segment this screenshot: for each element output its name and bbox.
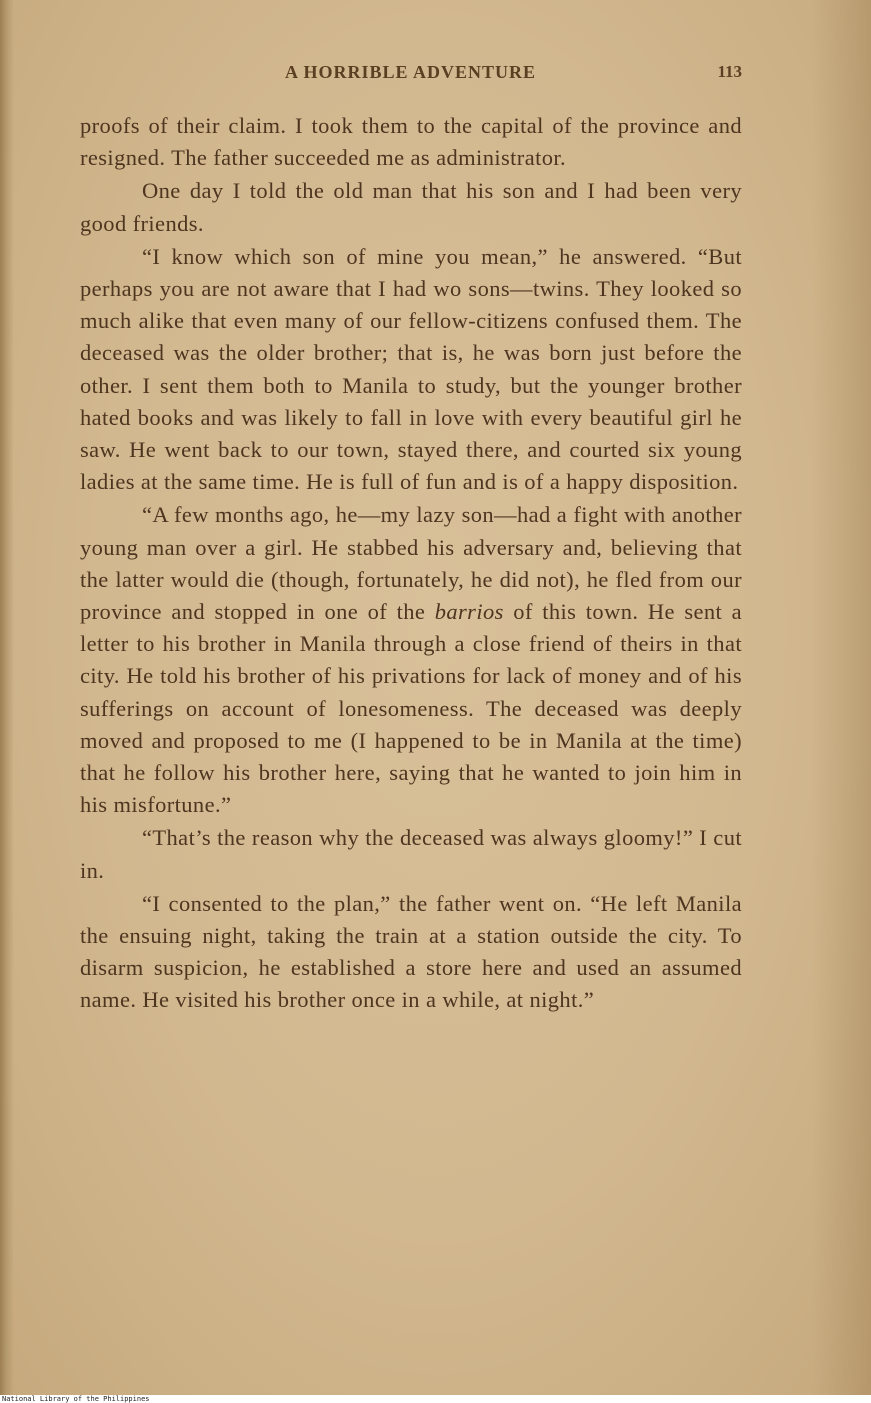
paragraph: “I know which son of mine you mean,” he answered. “But perhaps you are not aware that I had wo sons—twins. They looked so much alike that even many of our fellow-citizens confused them. The deceased was the older brother; that is, he was born just before the other. I sent them both to Manila to study, but the younger brother hated books and was likely to fall in love with every beautiful girl he saw. He went back to our town, stayed there, and courted six young ladies at the same time. He is full of fun and is of a happy disposition.: [80, 243, 742, 495]
paragraph: proofs of their claim. I took them to the capital of the province and resigned. The father succeeded me as administrator.: [80, 113, 742, 171]
running-title: A HORRIBLE ADVENTURE: [285, 62, 537, 82]
paragraph: One day I told the old man that his son and I had been very good friends.: [80, 178, 742, 236]
italic-word: barrios: [434, 599, 504, 625]
page-header: [80, 62, 742, 86]
paragraph: “I consented to the plan,” the father went on. “He left Manila the ensuing night, taking the train at a station outside the city. To disarm suspicion, he established a store here and used an assumed name. He visited his brother once in a while, at night.”: [80, 890, 742, 1013]
paragraph-text: of this town. He sent a letter to his brother in Manila through a close friend of theirs in that city. He told his brother of his privations for lack of money and of his sufferings on account of lonesomeness. The deceased was deeply moved and proposed to me (I happened to be in Manila at the time) that he follow his brother here, saying that he wanted to join him in his misfortune.”: [80, 599, 742, 818]
library-credit: National Library of the Philippines: [2, 1395, 150, 1403]
paragraph: [80, 499, 742, 821]
page-number: 113: [717, 62, 742, 81]
paragraph: “That’s the reason why the deceased was always gloomy!” I cut in.: [80, 825, 742, 883]
body-text: [80, 110, 742, 1018]
paragraph-text: “A few months ago, he—my lazy son—had a fight with another young man over a girl. He stabbed his adversary and, believing that the latter would die (though, fortunately, he did not), he fled from our province and stopped in one of the: [80, 502, 742, 625]
